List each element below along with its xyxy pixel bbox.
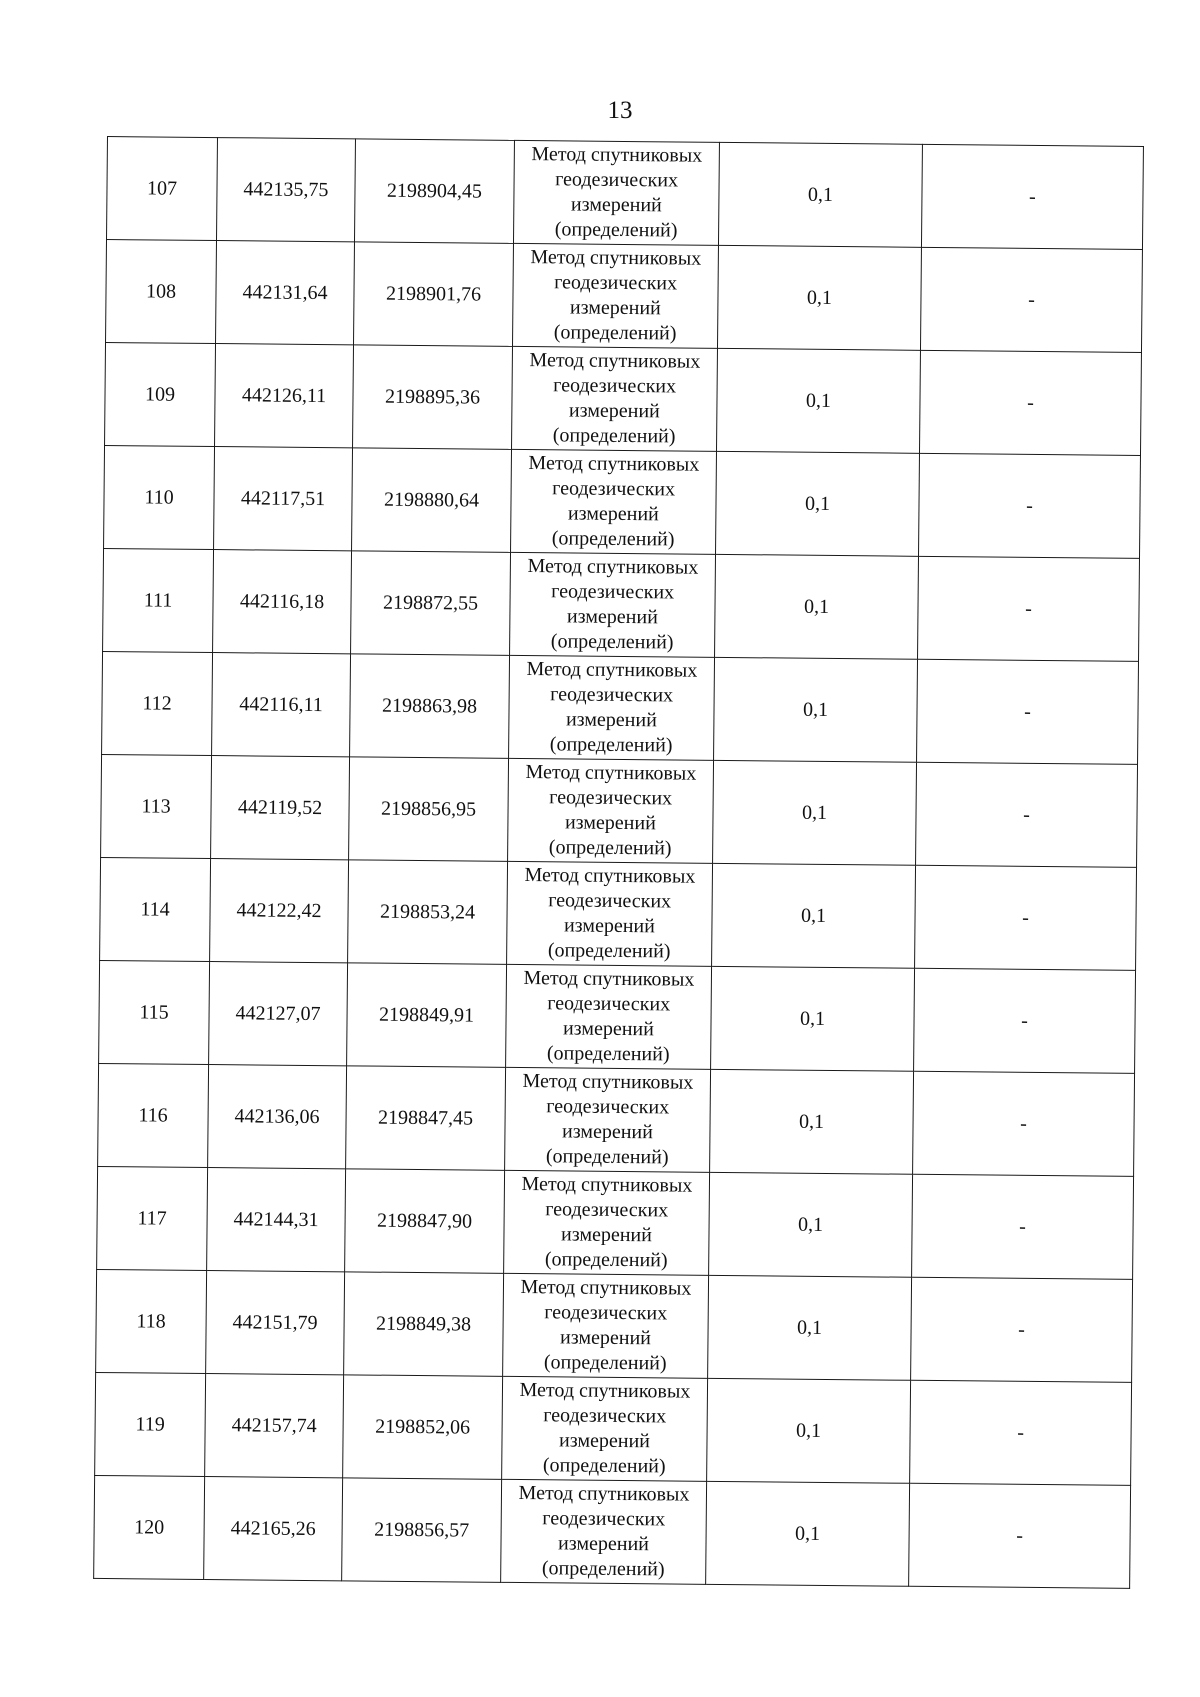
method-cell xyxy=(503,1273,709,1378)
method-line: геодезических xyxy=(543,1404,667,1428)
x-coordinate-cell: 442116,11 xyxy=(212,653,351,757)
point-number-cell: 113 xyxy=(101,754,212,858)
accuracy-cell: 0,1 xyxy=(707,1378,911,1483)
method-line: Метод спутниковых xyxy=(525,761,697,785)
method-line: геодезических xyxy=(544,1301,668,1325)
accuracy-cell: 0,1 xyxy=(713,760,917,865)
table-row xyxy=(103,548,1140,661)
table-row xyxy=(101,754,1138,867)
method-line: Метод спутниковых xyxy=(523,967,695,991)
note-cell: - xyxy=(911,1277,1133,1382)
method-line: Метод спутниковых xyxy=(527,555,699,579)
table-row xyxy=(98,1063,1135,1176)
y-coordinate-cell: 2198852,06 xyxy=(343,1375,503,1480)
point-number-cell: 107 xyxy=(107,137,218,241)
method-line: (определений) xyxy=(541,1557,665,1581)
method-line: измерений xyxy=(559,1326,652,1350)
method-cell xyxy=(501,1479,707,1584)
page-number: 13 xyxy=(607,97,633,124)
method-line: геодезических xyxy=(551,580,675,604)
method-line: геодезических xyxy=(555,168,679,192)
x-coordinate-cell: 442119,52 xyxy=(211,756,350,860)
accuracy-cell: 0,1 xyxy=(718,142,922,247)
method-line: (определений) xyxy=(554,218,678,242)
note-cell: - xyxy=(917,659,1139,764)
method-cell xyxy=(512,243,718,348)
point-number-cell: 111 xyxy=(103,548,214,652)
x-coordinate-cell: 442126,11 xyxy=(215,344,354,448)
table-row xyxy=(106,240,1143,353)
coordinates-table xyxy=(93,136,1144,1589)
coordinates-table-body xyxy=(94,137,1144,1589)
method-line: (определений) xyxy=(546,1042,670,1066)
method-line: геодезических xyxy=(546,1095,670,1119)
table-row xyxy=(107,137,1144,250)
point-number-cell: 116 xyxy=(98,1063,209,1167)
method-line: Метод спутниковых xyxy=(529,349,701,373)
y-coordinate-cell: 2198847,45 xyxy=(346,1066,506,1171)
accuracy-cell: 0,1 xyxy=(706,1481,910,1586)
method-cell xyxy=(512,346,718,451)
method-line: (определений) xyxy=(547,939,671,963)
method-line: Метод спутниковых xyxy=(520,1276,692,1300)
y-coordinate-cell: 2198853,24 xyxy=(348,860,508,965)
accuracy-cell: 0,1 xyxy=(716,451,920,556)
method-line: (определений) xyxy=(553,321,677,345)
method-line: Метод спутниковых xyxy=(519,1379,691,1403)
method-line: (определений) xyxy=(550,630,674,654)
method-line: Метод спутниковых xyxy=(518,1482,690,1506)
method-line: геодезических xyxy=(545,1198,669,1222)
method-line: геодезических xyxy=(547,992,671,1016)
note-cell: - xyxy=(918,556,1140,661)
note-cell: - xyxy=(914,968,1136,1073)
y-coordinate-cell: 2198847,90 xyxy=(345,1169,505,1274)
accuracy-cell: 0,1 xyxy=(714,657,918,762)
method-cell xyxy=(511,449,717,554)
table-row xyxy=(100,857,1137,970)
x-coordinate-cell: 442127,07 xyxy=(209,962,348,1066)
x-coordinate-cell: 442116,18 xyxy=(213,550,352,654)
method-line: (определений) xyxy=(552,424,676,448)
accuracy-cell: 0,1 xyxy=(708,1275,912,1380)
method-cell xyxy=(505,1067,711,1172)
method-line: геодезических xyxy=(548,889,672,913)
method-line: Метод спутниковых xyxy=(526,658,698,682)
accuracy-cell: 0,1 xyxy=(709,1172,913,1277)
accuracy-cell: 0,1 xyxy=(717,245,921,350)
note-cell: - xyxy=(909,1483,1131,1588)
note-cell: - xyxy=(916,762,1138,867)
accuracy-cell: 0,1 xyxy=(715,554,919,659)
method-line: (определений) xyxy=(548,836,672,860)
x-coordinate-cell: 442117,51 xyxy=(214,447,353,551)
method-line: измерений xyxy=(564,811,656,835)
point-number-cell: 118 xyxy=(96,1269,207,1373)
table-row xyxy=(105,342,1142,455)
method-line: измерений xyxy=(570,193,662,217)
y-coordinate-cell: 2198901,76 xyxy=(354,242,514,347)
method-cell xyxy=(506,964,712,1069)
method-line: геодезических xyxy=(554,271,678,295)
note-cell: - xyxy=(921,144,1143,249)
method-cell xyxy=(508,758,714,863)
method-line: (определений) xyxy=(543,1351,667,1375)
note-cell: - xyxy=(910,1380,1132,1485)
x-coordinate-cell: 442144,31 xyxy=(207,1168,346,1272)
method-cell xyxy=(513,140,719,245)
method-line: измерений xyxy=(557,1532,650,1556)
point-number-cell: 114 xyxy=(100,857,211,961)
accuracy-cell: 0,1 xyxy=(710,1069,914,1174)
note-cell: - xyxy=(920,247,1142,352)
method-line: геодезических xyxy=(553,374,677,398)
method-line: Метод спутниковых xyxy=(531,143,703,167)
point-number-cell: 120 xyxy=(94,1475,205,1579)
accuracy-cell: 0,1 xyxy=(712,863,916,968)
method-cell xyxy=(502,1376,708,1481)
table-row xyxy=(104,445,1141,558)
table-row xyxy=(97,1166,1134,1279)
y-coordinate-cell: 2198849,38 xyxy=(344,1272,504,1377)
x-coordinate-cell: 442135,75 xyxy=(217,138,356,242)
point-number-cell: 109 xyxy=(105,342,216,446)
y-coordinate-cell: 2198849,91 xyxy=(347,963,507,1068)
x-coordinate-cell: 442157,74 xyxy=(205,1374,344,1478)
point-number-cell: 117 xyxy=(97,1166,208,1270)
table-row xyxy=(99,960,1136,1073)
method-line: Метод спутниковых xyxy=(530,246,702,270)
method-line: измерений xyxy=(566,605,658,629)
y-coordinate-cell: 2198880,64 xyxy=(352,448,512,553)
method-line: Метод спутниковых xyxy=(524,864,696,888)
accuracy-cell: 0,1 xyxy=(717,348,921,453)
method-line: измерений xyxy=(569,296,661,320)
method-line: Метод спутниковых xyxy=(528,452,700,476)
method-line: измерений xyxy=(565,708,657,732)
table-row xyxy=(96,1269,1133,1382)
method-line: (определений) xyxy=(545,1145,669,1169)
accuracy-cell: 0,1 xyxy=(711,966,915,1071)
method-cell xyxy=(507,861,713,966)
table-row xyxy=(94,1475,1131,1588)
point-number-cell: 115 xyxy=(99,960,210,1064)
y-coordinate-cell: 2198895,36 xyxy=(353,345,513,450)
point-number-cell: 108 xyxy=(106,240,217,344)
method-cell xyxy=(509,655,715,760)
method-line: измерений xyxy=(562,1017,654,1041)
y-coordinate-cell: 2198856,95 xyxy=(349,757,509,862)
note-cell: - xyxy=(912,1174,1134,1279)
method-line: измерений xyxy=(560,1223,653,1247)
method-line: Метод спутниковых xyxy=(522,1070,694,1094)
method-line: (определений) xyxy=(549,733,673,757)
method-line: геодезических xyxy=(549,786,673,810)
note-cell: - xyxy=(919,453,1141,558)
table-row xyxy=(95,1372,1132,1485)
method-line: измерений xyxy=(567,502,659,526)
method-line: геодезических xyxy=(552,477,676,501)
x-coordinate-cell: 442165,26 xyxy=(204,1476,343,1580)
method-line: (определений) xyxy=(544,1248,668,1272)
method-cell xyxy=(504,1170,710,1275)
method-line: измерений xyxy=(568,399,660,423)
method-cell xyxy=(510,552,716,657)
method-line: измерений xyxy=(563,914,655,938)
y-coordinate-cell: 2198904,45 xyxy=(354,139,514,244)
method-line: Метод спутниковых xyxy=(521,1173,693,1197)
x-coordinate-cell: 442131,64 xyxy=(216,241,355,345)
note-cell: - xyxy=(915,865,1137,970)
method-line: геодезических xyxy=(550,683,674,707)
note-cell: - xyxy=(919,350,1141,455)
y-coordinate-cell: 2198872,55 xyxy=(351,551,511,656)
x-coordinate-cell: 442136,06 xyxy=(208,1065,347,1169)
table-row xyxy=(102,651,1139,764)
method-line: геодезических xyxy=(542,1507,666,1531)
method-line: (определений) xyxy=(542,1454,666,1478)
point-number-cell: 112 xyxy=(102,651,213,755)
x-coordinate-cell: 442151,79 xyxy=(206,1271,345,1375)
method-line: измерений xyxy=(561,1120,653,1144)
note-cell: - xyxy=(913,1071,1135,1176)
point-number-cell: 119 xyxy=(95,1372,206,1476)
y-coordinate-cell: 2198856,57 xyxy=(342,1478,502,1583)
method-line: измерений xyxy=(558,1429,651,1453)
method-line: (определений) xyxy=(551,527,675,551)
point-number-cell: 110 xyxy=(104,445,215,549)
x-coordinate-cell: 442122,42 xyxy=(210,859,349,963)
y-coordinate-cell: 2198863,98 xyxy=(350,654,510,759)
